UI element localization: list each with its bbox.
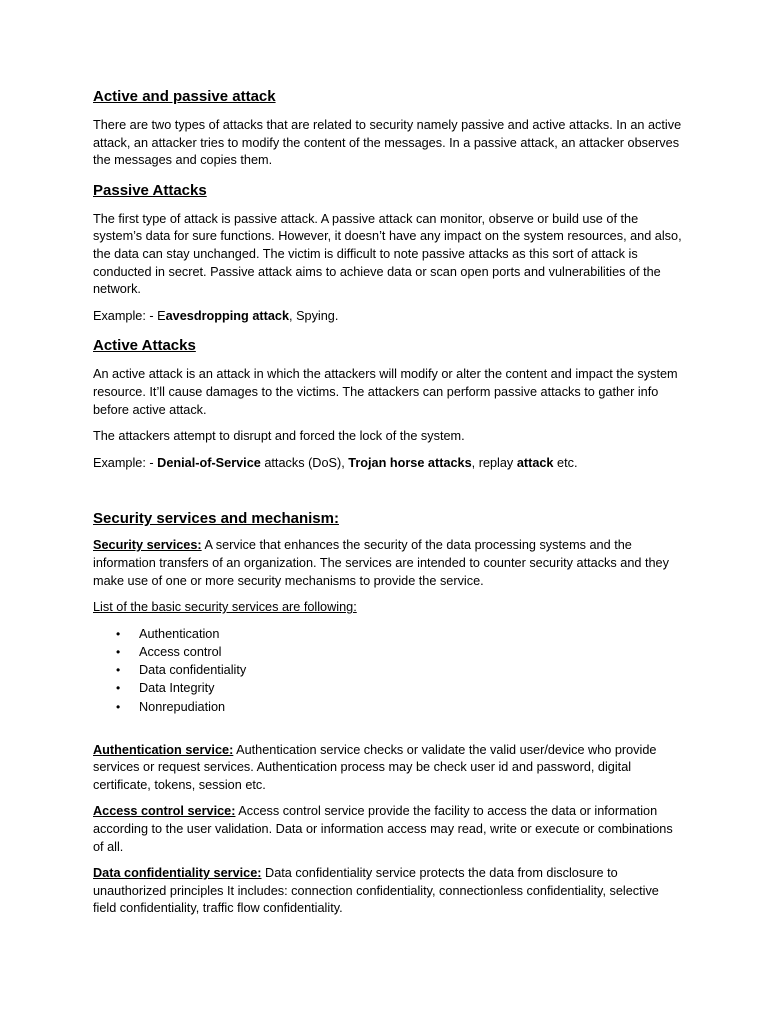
active-example-bold-dos: Denial-of-Service — [157, 455, 261, 470]
list-intro-text: List of the basic security services are following: — [93, 600, 357, 615]
passive-attacks-paragraph: The first type of attack is passive attack. A passive attack can monitor, observe or build use of the system’s data for sure functions. However, it doesn’t have any impact on the system resources, and also, the data can stay unchanged. The victim is difficult to note passive attacks as this sort of attack is conducted in secret. Passive attack aims to achieve data or scan open ports and vulnerabilities of the network. — [93, 211, 682, 297]
active-example — [93, 455, 683, 473]
authentication-service-text: Authentication service checks or validate the valid user/device who provide services or request services. Authentication process may be check user id and password, digital certificate, tokens, session etc. — [93, 742, 657, 792]
list-item-label: Authentication — [139, 626, 220, 641]
security-services-label: Security services: — [93, 538, 202, 553]
list-item-label: Data confidentiality — [139, 663, 247, 678]
data-confidentiality-service-label: Data confidentiality service: — [93, 866, 262, 881]
access-control-service-paragraph — [93, 803, 683, 856]
active-attacks-paragraph: An active attack is an attack in which the attackers will modify or alter the content and impact the system resource. It’ll cause damages to the victims. The attackers can perform passive attacks to gather info before active attack. — [93, 367, 678, 417]
security-services-list — [93, 625, 683, 716]
security-services-paragraph — [93, 537, 683, 590]
data-confidentiality-service-text: Data confidentiality service protects the data from disclosure to unauthorized principles It includes: connection confidentiality, connectionless confidentiality, selective field confidentiality, traffic flow confidentiality. — [93, 866, 659, 916]
bullet: • — [116, 699, 121, 714]
heading-active-passive-attack: Active and passive attack — [93, 88, 276, 105]
intro-paragraph: There are two types of attacks that are related to security namely passive and active attacks. In an active attack, an attacker tries to modify the content of the messages. In a passive attack, an attacker observes the messages and copies them. — [93, 118, 682, 168]
authentication-service-paragraph — [93, 742, 683, 795]
bullet: • — [116, 663, 121, 678]
active-example-bold-attack: attack — [516, 455, 554, 470]
data-confidentiality-service-paragraph — [93, 865, 683, 918]
access-control-service-text: Access control service provide the facility to access the data or information according to the user validation. Data or information access may read, write or execute or combinations of all. — [93, 804, 673, 854]
bullet: • — [116, 681, 121, 696]
authentication-service-label: Authentication service: — [93, 742, 234, 757]
heading-active-attacks: Active Attacks — [93, 337, 196, 355]
security-services-text: A service that enhances the security of the data processing systems and the information transfers of an organization. The services are intended to counter security attacks and they make use of one or more security mechanisms to provide the service. — [93, 538, 669, 588]
active-example-mid-1: attacks (DoS), — [260, 455, 349, 470]
list-item — [93, 698, 683, 716]
bullet: • — [116, 626, 121, 641]
list-item — [93, 643, 683, 661]
access-control-service-label: Access control service: — [93, 804, 236, 819]
list-item — [93, 625, 683, 643]
list-item — [93, 679, 683, 697]
active-example-bold-trojan: Trojan horse attacks — [348, 455, 472, 470]
passive-example — [93, 308, 683, 326]
document-page — [93, 86, 683, 918]
passive-example-bold: avesdropping attack — [165, 308, 290, 323]
passive-example-prefix: Example: - E — [93, 308, 166, 323]
list-item-label: Access control — [139, 644, 222, 659]
active-attacks-paragraph-2: The attackers attempt to disrupt and forced the lock of the system. — [93, 429, 465, 444]
list-item — [93, 661, 683, 679]
bullet: • — [116, 644, 121, 659]
active-example-suffix: etc. — [553, 455, 578, 470]
list-intro — [93, 599, 683, 617]
heading-security-services: Security services and mechanism: — [93, 510, 339, 528]
heading-passive-attacks: Passive Attacks — [93, 181, 207, 199]
list-item-label: Data Integrity — [139, 681, 215, 696]
passive-example-suffix: , Spying. — [289, 308, 339, 323]
active-example-mid-2: , replay — [471, 455, 517, 470]
active-example-prefix: Example: - — [93, 455, 158, 470]
list-item-label: Nonrepudiation — [139, 699, 226, 714]
